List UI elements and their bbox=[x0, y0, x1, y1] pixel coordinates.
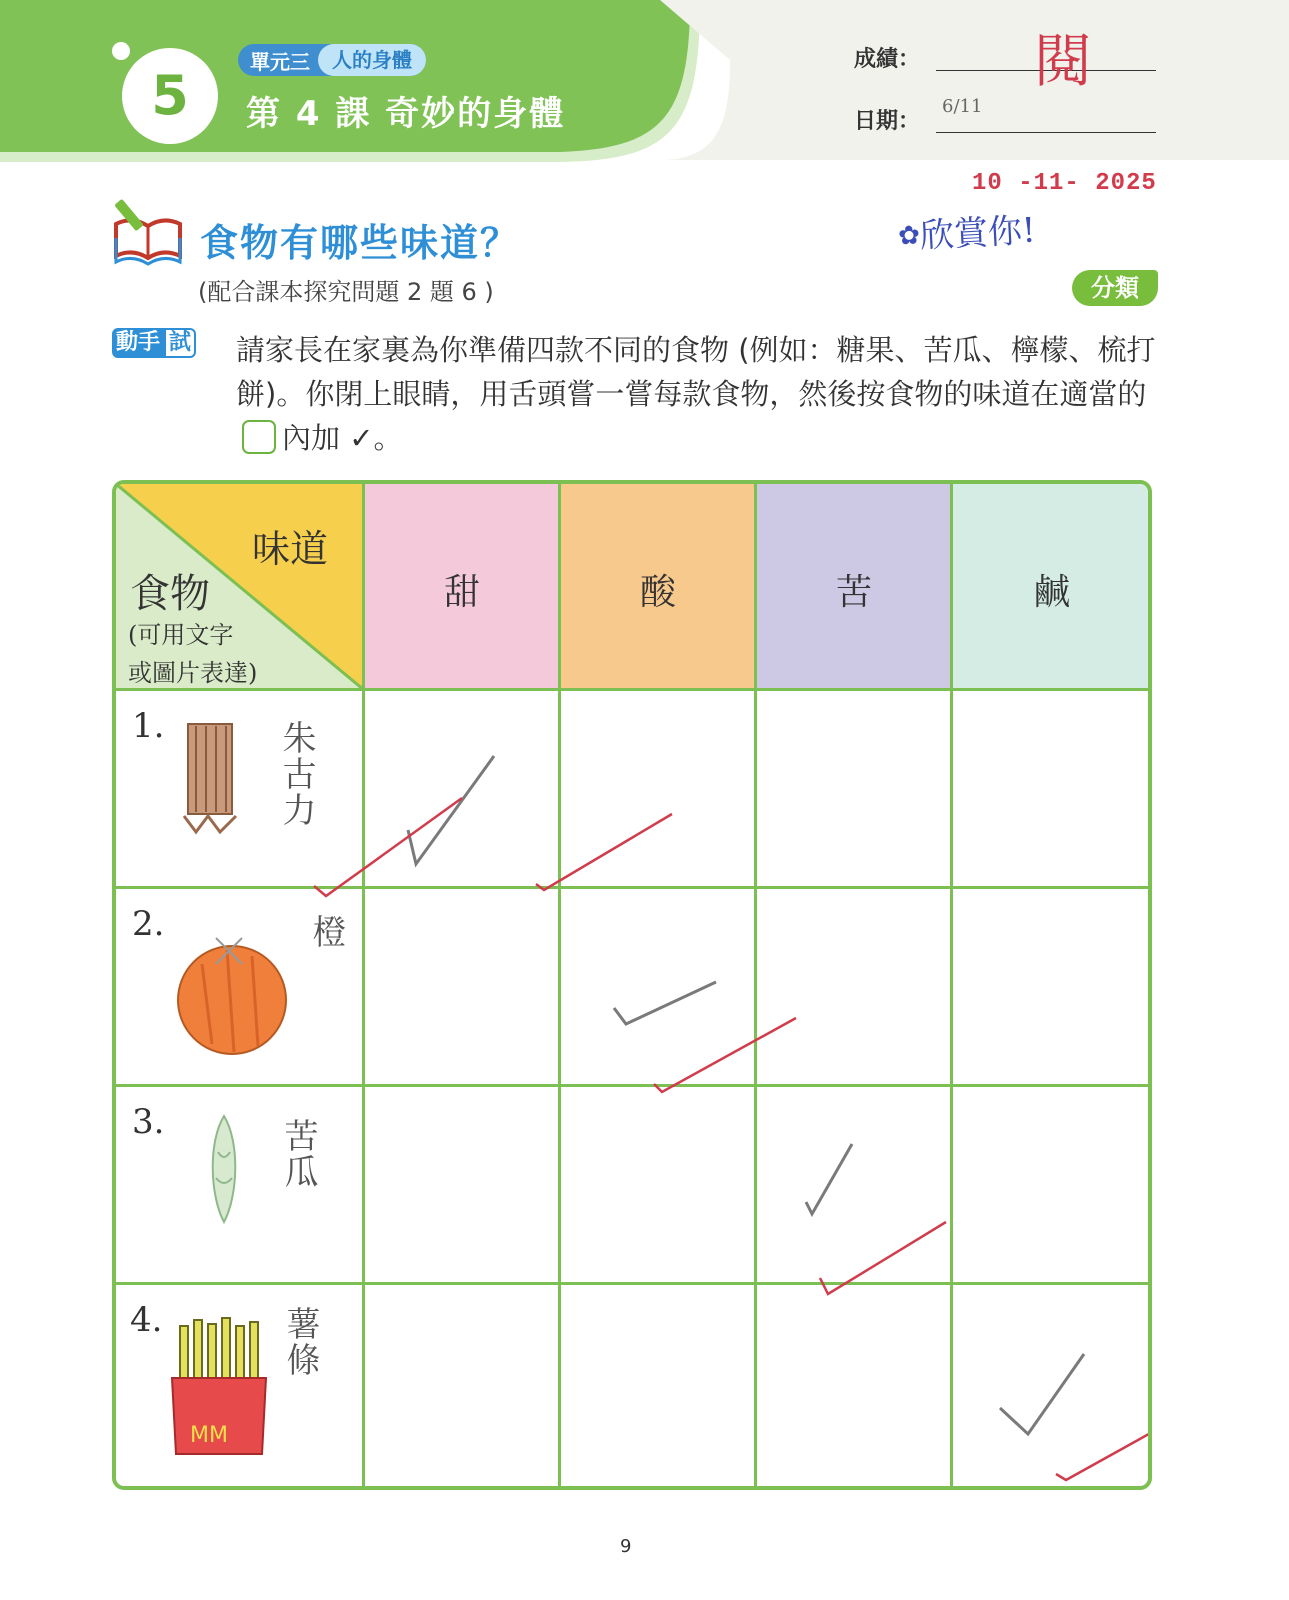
corner-taste-label: 味道 bbox=[252, 527, 329, 571]
row-number-2: 2. bbox=[132, 904, 165, 944]
column-label-sweet: 甜 bbox=[443, 572, 480, 613]
book-pencil-icon bbox=[110, 196, 190, 266]
instruction-text bbox=[236, 328, 1166, 460]
corner-food-label: 食物 bbox=[130, 571, 210, 617]
unit-pill bbox=[238, 44, 426, 76]
check-mark-red-row2 bbox=[654, 1018, 796, 1092]
date-label: 日期： bbox=[854, 109, 921, 134]
food-name-3: 苦瓜 bbox=[278, 1118, 318, 1190]
corner-note-line2: 或圖片表達) bbox=[128, 659, 258, 687]
instruction-before-box: 請家長在家裏為你準備四款不同的食物 (例如：糖果、苦瓜、檸檬、梳打餅)。你閉上眼睛，用舌頭嘗一嘗每款食物，然後按食物的味道在適當的 bbox=[236, 333, 1156, 411]
classify-tag: 分類 bbox=[1072, 270, 1158, 306]
column-label-sour: 酸 bbox=[639, 572, 676, 613]
lesson-header bbox=[0, 0, 1289, 170]
instruction-after-box: 內加 ✓。 bbox=[282, 421, 403, 455]
check-mark-pencil-row4 bbox=[1000, 1354, 1084, 1434]
column-label-salty: 鹹 bbox=[1033, 572, 1070, 613]
score-date-box bbox=[838, 0, 1289, 160]
svg-text:MM: MM bbox=[190, 1423, 228, 1448]
food-name-2: 橙 bbox=[306, 914, 346, 950]
unit-number-badge: 5 bbox=[122, 48, 218, 144]
column-label-bitter: 苦 bbox=[835, 572, 872, 613]
food-name-4: 薯條 bbox=[280, 1306, 320, 1378]
check-marks-layer bbox=[116, 484, 1152, 1490]
food-name-1: 朱古力 bbox=[276, 720, 316, 828]
check-mark-pencil-row2 bbox=[614, 982, 716, 1024]
unit-dot-decoration bbox=[112, 42, 130, 60]
taste-table bbox=[112, 480, 1152, 1490]
check-mark-red-row4 bbox=[1056, 1430, 1152, 1480]
score-label: 成績： bbox=[854, 47, 921, 72]
date-handwritten: 6/11 bbox=[942, 96, 983, 117]
try-badge-part2: 試 bbox=[164, 328, 196, 358]
page-number: 9 bbox=[620, 1536, 632, 1557]
praise-stamp bbox=[897, 202, 1037, 258]
check-mark-pencil-row1 bbox=[408, 756, 494, 864]
lesson-title: 第 4 課 奇妙的身體 bbox=[246, 94, 566, 134]
row-number-3: 3. bbox=[132, 1102, 165, 1142]
check-mark-red-row1b bbox=[536, 814, 672, 890]
unit-label: 單元三 bbox=[250, 49, 310, 74]
try-badge-part1: 動手 bbox=[112, 328, 164, 358]
check-mark-red-row3 bbox=[820, 1222, 946, 1294]
grade-handwritten: 閱 bbox=[1034, 27, 1093, 95]
date-line bbox=[936, 132, 1156, 133]
flower-stamp-icon: ✿ bbox=[897, 220, 921, 252]
unit-topic: 人的身體 bbox=[318, 44, 426, 76]
corner-note-line1: (可用文字 bbox=[128, 621, 234, 649]
question-subtitle: (配合課本探究問題 2 題 6 ) bbox=[198, 278, 494, 306]
question-title: 食物有哪些味道？ bbox=[200, 221, 521, 265]
checkbox-sample-icon bbox=[242, 420, 276, 454]
row-number-1: 1. bbox=[132, 706, 165, 746]
row-number-4: 4. bbox=[130, 1300, 163, 1340]
date-stamp: 10 -11- 2025 bbox=[972, 170, 1157, 197]
try-it-badge bbox=[112, 328, 196, 358]
check-mark-red-row1 bbox=[314, 798, 462, 896]
check-mark-pencil-row3 bbox=[806, 1144, 852, 1214]
praise-text: 欣賞你! bbox=[918, 210, 1037, 257]
